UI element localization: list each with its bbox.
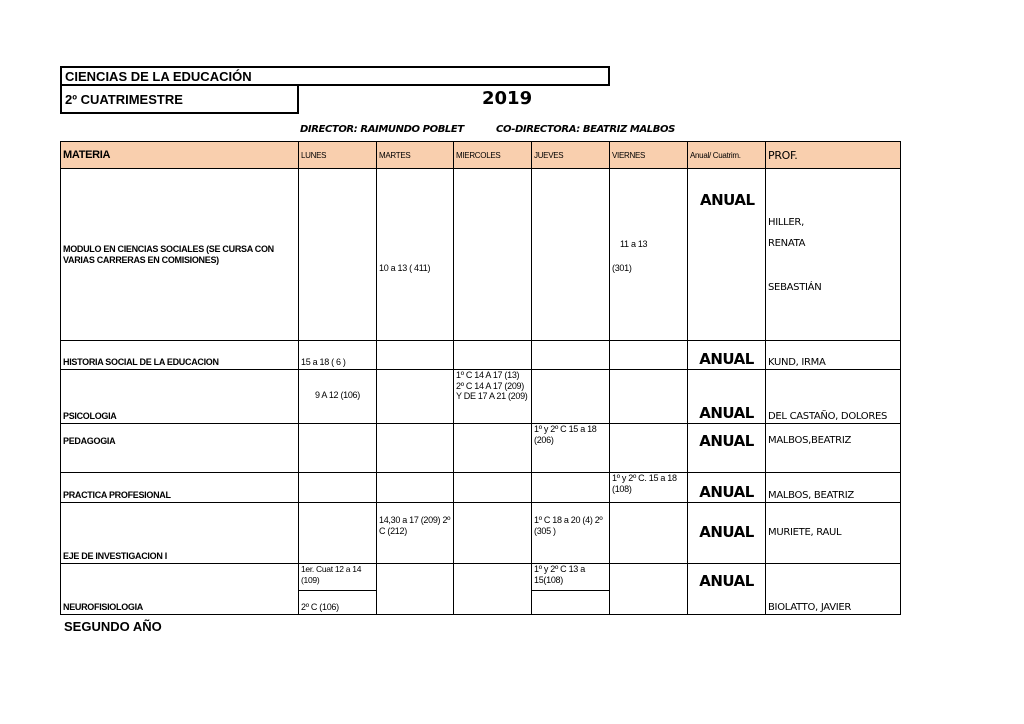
col-materia: MATERIA xyxy=(60,141,299,169)
col-martes: MARTES xyxy=(376,141,454,169)
materia-cell: EJE DE INVESTIGACION I xyxy=(60,502,299,564)
prof-cell: DEL CASTAÑO, DOLORES xyxy=(765,369,901,424)
tipo-cell: ANUAL xyxy=(687,369,766,424)
lunes-cell xyxy=(298,502,377,564)
lunes-cell: 2º C (106) xyxy=(298,590,377,615)
jueves-cell xyxy=(531,340,610,370)
jueves-cell: 1º C 18 a 20 (4) 2º (305 ) xyxy=(531,502,610,564)
director: DIRECTOR: RAIMUNDO POBLET xyxy=(300,124,464,135)
martes-cell xyxy=(376,168,454,341)
tipo-cell: ANUAL xyxy=(687,502,766,564)
jueves-cell xyxy=(531,369,610,424)
viernes-cell xyxy=(609,340,688,370)
miercoles-cell xyxy=(453,340,532,370)
viernes-cell xyxy=(609,369,688,424)
miercoles-cell: 1º C 14 A 17 (13) 2º C 14 A 17 (209) Y DE 17 A 21 (209) xyxy=(453,369,532,424)
prof-cell: MALBOS,BEATRIZ xyxy=(765,423,901,473)
martes-cell xyxy=(376,340,454,370)
martes-cell: 14,30 a 17 (209) 2º C (212) xyxy=(376,502,454,564)
materia-cell: PSICOLOGIA xyxy=(60,369,299,424)
lunes-cell: 9 A 12 (106) xyxy=(298,369,377,424)
prof-name: SEBASTIÁN xyxy=(768,282,822,293)
martes-cell xyxy=(376,563,454,615)
lunes-cell xyxy=(298,423,377,473)
lunes-cell xyxy=(298,472,377,503)
viernes-cell xyxy=(609,502,688,564)
col-tipo: Anual/ Cuatrim. xyxy=(687,141,766,169)
materia-cell: NEUROFISIOLOGIA xyxy=(60,563,299,615)
martes-time: 10 a 13 ( 411) xyxy=(379,263,431,273)
col-viernes: VIERNES xyxy=(609,141,688,169)
anual-label: ANUAL xyxy=(700,191,755,209)
tipo-cell: ANUAL xyxy=(687,472,766,503)
tipo-cell xyxy=(687,168,766,341)
lunes-cell xyxy=(298,168,377,341)
footer-label: SEGUNDO AÑO xyxy=(64,619,162,634)
miercoles-cell xyxy=(453,168,532,341)
jueves-cell xyxy=(531,168,610,341)
prof-cell: BIOLATTO, JAVIER xyxy=(765,563,901,615)
col-lunes: LUNES xyxy=(298,141,377,169)
martes-cell xyxy=(376,472,454,503)
miercoles-cell xyxy=(453,423,532,473)
prof-cell: MURIETE, RAUL xyxy=(765,502,901,564)
col-jueves: JUEVES xyxy=(531,141,610,169)
prof-name: RENATA xyxy=(768,238,806,249)
col-prof: PROF. xyxy=(765,141,901,169)
prof-cell: KUND, IRMA xyxy=(765,340,901,370)
miercoles-cell xyxy=(453,563,532,615)
martes-cell xyxy=(376,423,454,473)
viernes-cell xyxy=(609,423,688,473)
miercoles-cell xyxy=(453,472,532,503)
viernes-cell: 1º y 2º C. 15 a 18 (108) xyxy=(609,472,688,503)
prof-cell: MALBOS, BEATRIZ xyxy=(765,472,901,503)
viernes-cell xyxy=(609,168,688,341)
jueves-cell: 1º y 2º C 15 a 18 (206) xyxy=(531,423,610,473)
lunes-cell: 1er. Cuat 12 a 14 (109) xyxy=(298,563,377,591)
viernes-time: 11 a 13 xyxy=(620,239,648,249)
materia-cell: HISTORIA SOCIAL DE LA EDUCACION xyxy=(60,340,299,370)
codirector: CO-DIRECTORA: BEATRIZ MALBOS xyxy=(496,124,675,135)
viernes-cell xyxy=(609,563,688,615)
tipo-cell: ANUAL xyxy=(687,340,766,370)
tipo-cell: ANUAL xyxy=(687,563,766,615)
col-miercoles: MIERCOLES xyxy=(453,141,532,169)
materia-cell: MODULO EN CIENCIAS SOCIALES (SE CURSA CON VARIAS CARRERAS EN COMISIONES) xyxy=(60,168,299,341)
year: 2019 xyxy=(482,88,533,109)
prof-cell xyxy=(765,168,901,341)
jueves-cell xyxy=(531,472,610,503)
career-title: CIENCIAS DE LA EDUCACIÓN xyxy=(60,66,610,86)
jueves-cell xyxy=(531,590,610,615)
prof-name: HILLER, xyxy=(768,217,804,228)
period-label: 2º CUATRIMESTRE xyxy=(60,84,299,114)
materia-cell: PEDAGOGIA xyxy=(60,423,299,473)
materia-cell: PRACTICA PROFESIONAL xyxy=(60,472,299,503)
jueves-cell: 1º y 2º C 13 a 15(108) xyxy=(531,563,610,591)
viernes-room: (301) xyxy=(612,263,632,273)
martes-cell xyxy=(376,369,454,424)
miercoles-cell xyxy=(453,502,532,564)
tipo-cell: ANUAL xyxy=(687,423,766,473)
lunes-cell: 15 a 18 ( 6 ) xyxy=(298,340,377,370)
